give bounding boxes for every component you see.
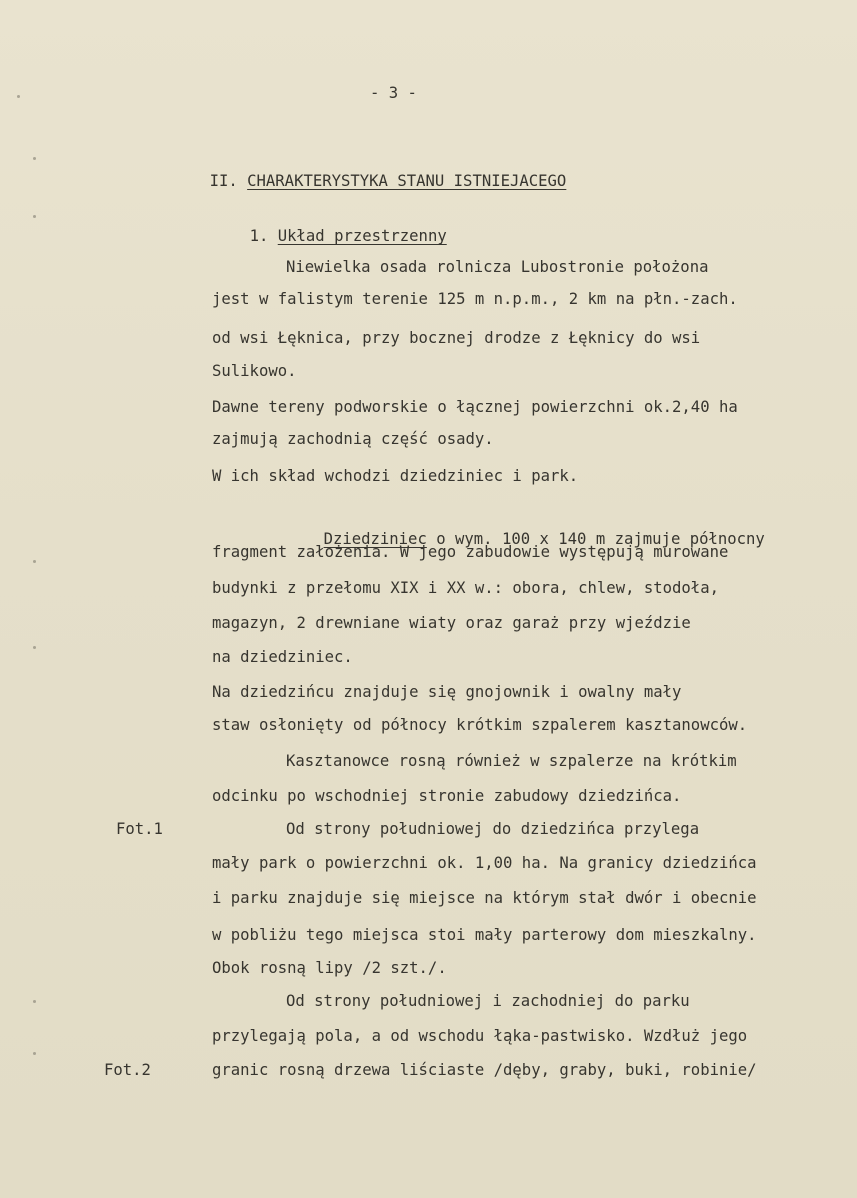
binding-hole-mark	[33, 560, 36, 563]
body-line: jest w falistym terenie 125 m n.p.m., 2 km na płn.-zach.	[212, 290, 738, 308]
body-line: fragment założenia. W jego zabudowie występują murowane	[212, 543, 729, 561]
body-line: Obok rosną lipy /2 szt./.	[212, 959, 447, 977]
body-line: budynki z przełomu XIX i XX w.: obora, chlew, stodoła,	[212, 579, 719, 597]
body-line: staw osłonięty od północy krótkim szpalerem kasztanowców.	[212, 716, 748, 734]
binding-hole-mark	[17, 95, 20, 98]
binding-hole-mark	[33, 646, 36, 649]
body-line: Od strony południowej i zachodniej do parku	[286, 992, 690, 1010]
subsection-number: 1.	[249, 227, 269, 245]
body-line: Kasztanowce rosną również w szpalerze na krótkim	[286, 752, 737, 770]
section-number: II.	[209, 172, 238, 190]
body-line: Od strony południowej do dziedzińca przylega	[286, 820, 700, 838]
subsection-title: Układ przestrzenny	[277, 227, 447, 245]
page-number: - 3 -	[370, 84, 417, 102]
body-line: od wsi Łęknica, przy bocznej drodze z Łęknicy do wsi	[212, 329, 701, 347]
body-line: na dziedziniec.	[212, 648, 353, 666]
body-line: zajmują zachodnią część osady.	[212, 430, 494, 448]
body-line: mały park o powierzchni ok. 1,00 ha. Na granicy dziedzińca	[212, 854, 757, 872]
body-line: granic rosną drzewa liściaste /dęby, graby, buki, robinie/	[212, 1061, 757, 1079]
body-line: Dawne tereny podworskie o łącznej powierzchni ok.2,40 ha	[212, 398, 738, 416]
underlined-term: Dziedziniec	[323, 530, 427, 548]
binding-hole-mark	[33, 1052, 36, 1055]
section-heading	[172, 151, 566, 211]
body-line: w pobliżu tego miejsca stoi mały parterowy dom mieszkalny.	[212, 926, 757, 944]
body-line: odcinku po wschodniej stronie zabudowy dziedzińca.	[212, 787, 682, 805]
body-line: magazyn, 2 drewniane wiaty oraz garaż przy wjeździe	[212, 614, 691, 632]
binding-hole-mark	[33, 215, 36, 218]
body-line: i parku znajduje się miejsce na którym stał dwór i obecnie	[212, 889, 757, 907]
body-line: Niewielka osada rolnicza Lubostronie położona	[286, 258, 709, 276]
body-line: Na dziedzińcu znajduje się gnojownik i owalny mały	[212, 683, 682, 701]
body-line: W ich skład wchodzi dziedziniec i park.	[212, 467, 579, 485]
margin-photo-ref: Fot.2	[104, 1061, 151, 1079]
margin-photo-ref: Fot.1	[116, 820, 163, 838]
body-line: przylegają pola, a od wschodu łąka-pastwisko. Wzdłuż jego	[212, 1027, 748, 1045]
binding-hole-mark	[33, 157, 36, 160]
body-line: Sulikowo.	[212, 362, 297, 380]
section-title: CHARAKTERYSTYKA STANU ISTNIEJACEGO	[247, 172, 567, 190]
binding-hole-mark	[33, 1000, 36, 1003]
body-line-rest: o wym. 100 x 140 m zajmuje północny	[436, 530, 765, 548]
